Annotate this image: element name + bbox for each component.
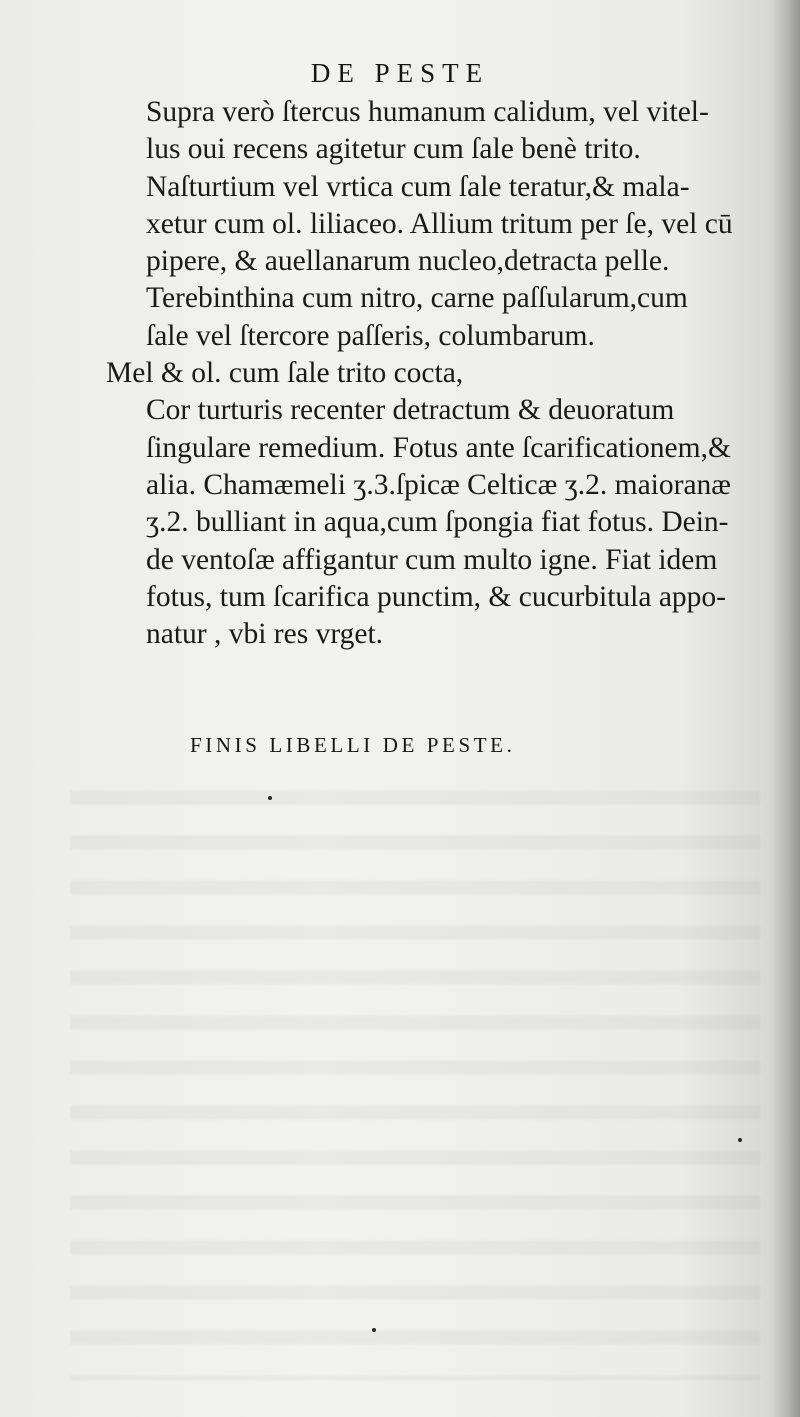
text-line: ſale vel ſtercore paſſeris, columbarum. [146, 319, 595, 352]
ink-speck [738, 1138, 742, 1142]
text-line: natur , vbi res vrget. [146, 618, 384, 651]
text-line: xetur cum ol. liliaceo. Allium tritum per ſe, vel cū [146, 207, 733, 240]
show-through-texture [70, 760, 760, 1380]
page-gutter-shadow [772, 0, 800, 1417]
text-line: Supra verò ſtercus humanum calidum, vel vitel- [146, 96, 709, 128]
paragraph [106, 280, 756, 355]
text-line: ʒ.2. bulliant in aqua,cum ſpongia fiat fotus. Dein- [146, 506, 729, 539]
body-text [106, 94, 756, 653]
text-line: Mel & ol. cum ſale trito cocta, [106, 357, 464, 390]
paragraph [106, 392, 756, 653]
ink-speck [268, 796, 272, 800]
text-line: Cor turturis recenter detractum & deuoratum [146, 394, 675, 427]
running-header: DE PESTE [310, 58, 490, 88]
text-line: ſingulare remedium. Fotus ante ſcarificationem,& [146, 431, 731, 464]
text-line: Terebinthina cum nitro, carne paſſularum,cum [146, 282, 688, 315]
paragraph [106, 94, 756, 169]
ink-speck [372, 1328, 376, 1332]
text-line: fotus, tum ſcarifica punctim, & cucurbitula appo- [146, 580, 726, 613]
closing-line: FINIS LIBELLI DE PESTE. [190, 733, 516, 757]
text-line: Naſturtium vel vrtica cum ſale teratur,& mala- [146, 170, 690, 203]
text-line: pipere, & auellanarum nucleo,detracta pelle. [146, 245, 670, 278]
text-line: alia. Chamæmeli ʒ.3.ſpicæ Celticæ ʒ.2. maioranæ [146, 468, 731, 501]
paragraph [106, 169, 756, 281]
text-line: de ventoſæ affigantur cum multo igne. Fiat idem [146, 543, 718, 576]
text-line: lus oui recens agitetur cum ſale benè trito. [146, 133, 641, 166]
paragraph [106, 355, 756, 392]
